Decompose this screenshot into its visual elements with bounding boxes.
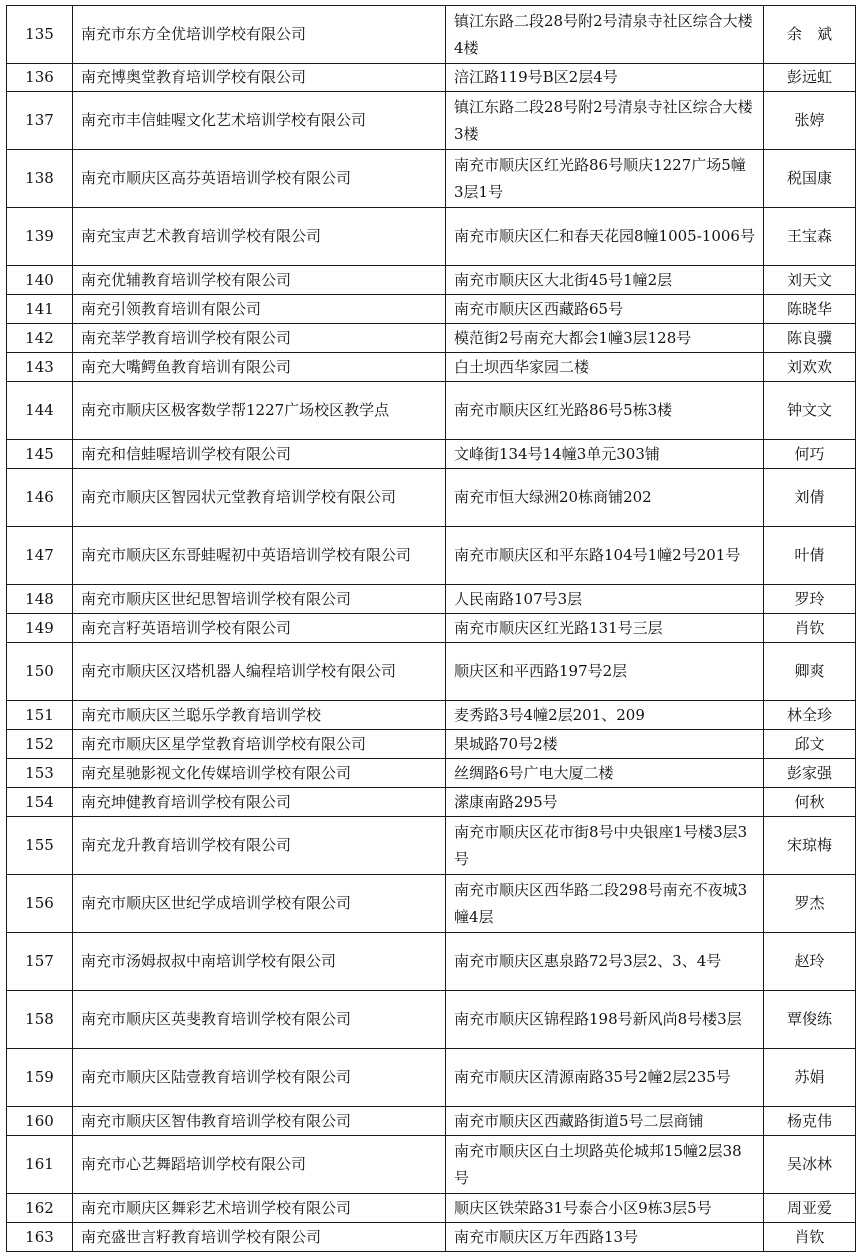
table-row [7, 266, 856, 295]
school-name: 南充星驰影视文化传媒培训学校有限公司 [73, 759, 446, 788]
contact-person: 罗杰 [764, 875, 856, 933]
row-number: 163 [7, 1223, 73, 1252]
school-address: 潆康南路295号 [446, 788, 764, 817]
school-address: 南充市顺庆区西华路二段298号南充不夜城3幢4层 [446, 875, 764, 933]
school-address: 涪江路119号B区2层4号 [446, 64, 764, 92]
contact-person: 余 斌 [764, 6, 856, 64]
contact-person: 陈晓华 [764, 295, 856, 324]
school-name: 南充市顺庆区英斐教育培训学校有限公司 [73, 991, 446, 1049]
row-number: 147 [7, 527, 73, 585]
school-address: 丝绸路6号广电大厦二楼 [446, 759, 764, 788]
contact-person: 邱文 [764, 730, 856, 759]
table-row [7, 6, 856, 64]
contact-person: 吴冰林 [764, 1136, 856, 1194]
school-address: 南充市顺庆区红光路86号5栋3楼 [446, 382, 764, 440]
school-address: 白土坝西华家园二楼 [446, 353, 764, 382]
school-name: 南充市顺庆区极客数学帮1227广场校区教学点 [73, 382, 446, 440]
school-name: 南充市顺庆区星学堂教育培训学校有限公司 [73, 730, 446, 759]
school-name: 南充市顺庆区高芬英语培训学校有限公司 [73, 150, 446, 208]
contact-person: 杨克伟 [764, 1107, 856, 1136]
contact-person: 宋琼梅 [764, 817, 856, 875]
school-address: 镇江东路二段28号附2号清泉寺社区综合大楼3楼 [446, 92, 764, 150]
school-address: 南充市顺庆区白土坝路英伦城邦15幢2层38号 [446, 1136, 764, 1194]
school-name: 南充优辅教育培训学校有限公司 [73, 266, 446, 295]
school-name: 南充市顺庆区智伟教育培训学校有限公司 [73, 1107, 446, 1136]
contact-person: 彭远虹 [764, 64, 856, 92]
row-number: 150 [7, 643, 73, 701]
school-name: 南充大嘴鳄鱼教育培训有限公司 [73, 353, 446, 382]
school-address: 南充市顺庆区西藏路65号 [446, 295, 764, 324]
school-address: 人民南路107号3层 [446, 585, 764, 614]
row-number: 161 [7, 1136, 73, 1194]
contact-person: 刘天文 [764, 266, 856, 295]
row-number: 139 [7, 208, 73, 266]
contact-person: 刘倩 [764, 469, 856, 527]
school-name: 南充市顺庆区世纪思智培训学校有限公司 [73, 585, 446, 614]
table-row [7, 614, 856, 643]
school-address: 南充市顺庆区仁和春天花园8幢1005-1006号 [446, 208, 764, 266]
row-number: 143 [7, 353, 73, 382]
table-row [7, 991, 856, 1049]
table-row [7, 817, 856, 875]
school-address: 南充市顺庆区清源南路35号2幢2层235号 [446, 1049, 764, 1107]
contact-person: 何秋 [764, 788, 856, 817]
school-address: 麦秀路3号4幢2层201、209 [446, 701, 764, 730]
school-name: 南充市顺庆区汉塔机器人编程培训学校有限公司 [73, 643, 446, 701]
table-row [7, 150, 856, 208]
row-number: 149 [7, 614, 73, 643]
row-number: 159 [7, 1049, 73, 1107]
school-registry-table [6, 5, 855, 1252]
school-name: 南充和信蛙喔培训学校有限公司 [73, 440, 446, 469]
school-name: 南充市顺庆区兰聪乐学教育培训学校 [73, 701, 446, 730]
school-name: 南充坤健教育培训学校有限公司 [73, 788, 446, 817]
row-number: 157 [7, 933, 73, 991]
table-row [7, 382, 856, 440]
school-address: 南充市恒大绿洲20栋商铺202 [446, 469, 764, 527]
table-row [7, 440, 856, 469]
table-row [7, 875, 856, 933]
contact-person: 罗玲 [764, 585, 856, 614]
school-name: 南充博奥堂教育培训学校有限公司 [73, 64, 446, 92]
row-number: 160 [7, 1107, 73, 1136]
school-name: 南充市顺庆区世纪学成培训学校有限公司 [73, 875, 446, 933]
school-name: 南充盛世言籽教育培训学校有限公司 [73, 1223, 446, 1252]
school-name: 南充市心艺舞蹈培训学校有限公司 [73, 1136, 446, 1194]
school-name: 南充市顺庆区舞彩艺术培训学校有限公司 [73, 1194, 446, 1223]
school-address: 南充市顺庆区万年西路13号 [446, 1223, 764, 1252]
table-row [7, 1136, 856, 1194]
row-number: 144 [7, 382, 73, 440]
row-number: 148 [7, 585, 73, 614]
school-address: 南充市顺庆区和平东路104号1幢2号201号 [446, 527, 764, 585]
school-address: 南充市顺庆区锦程路198号新风尚8号楼3层 [446, 991, 764, 1049]
table-row [7, 730, 856, 759]
contact-person: 赵玲 [764, 933, 856, 991]
row-number: 140 [7, 266, 73, 295]
school-name: 南充市汤姆叔叔中南培训学校有限公司 [73, 933, 446, 991]
school-name: 南充言籽英语培训学校有限公司 [73, 614, 446, 643]
contact-person: 陈良骥 [764, 324, 856, 353]
school-address: 南充市顺庆区花市街8号中央银座1号楼3层3号 [446, 817, 764, 875]
row-number: 135 [7, 6, 73, 64]
table-row [7, 759, 856, 788]
school-address: 南充市顺庆区大北街45号1幢2层 [446, 266, 764, 295]
row-number: 162 [7, 1194, 73, 1223]
contact-person: 王宝森 [764, 208, 856, 266]
contact-person: 彭家强 [764, 759, 856, 788]
school-address: 南充市顺庆区红光路86号顺庆1227广场5幢3层1号 [446, 150, 764, 208]
school-name: 南充市顺庆区东哥蛙喔初中英语培训学校有限公司 [73, 527, 446, 585]
table-row [7, 64, 856, 92]
row-number: 156 [7, 875, 73, 933]
school-address: 文峰街134号14幢3单元303铺 [446, 440, 764, 469]
contact-person: 刘欢欢 [764, 353, 856, 382]
contact-person: 覃俊练 [764, 991, 856, 1049]
table-row [7, 1223, 856, 1252]
contact-person: 肖钦 [764, 614, 856, 643]
school-address: 南充市顺庆区红光路131号三层 [446, 614, 764, 643]
row-number: 151 [7, 701, 73, 730]
row-number: 146 [7, 469, 73, 527]
table-row [7, 701, 856, 730]
contact-person: 苏娟 [764, 1049, 856, 1107]
table-row [7, 208, 856, 266]
contact-person: 张婷 [764, 92, 856, 150]
table-row [7, 1049, 856, 1107]
school-address: 顺庆区和平西路197号2层 [446, 643, 764, 701]
registry-table [6, 5, 856, 1252]
contact-person: 钟文文 [764, 382, 856, 440]
table-row [7, 933, 856, 991]
school-name: 南充市东方全优培训学校有限公司 [73, 6, 446, 64]
row-number: 145 [7, 440, 73, 469]
row-number: 136 [7, 64, 73, 92]
school-name: 南充市顺庆区智园状元堂教育培训学校有限公司 [73, 469, 446, 527]
school-address: 模范街2号南充大都会1幢3层128号 [446, 324, 764, 353]
school-name: 南充市丰信蛙喔文化艺术培训学校有限公司 [73, 92, 446, 150]
school-address: 南充市顺庆区惠泉路72号3层2、3、4号 [446, 933, 764, 991]
table-row [7, 527, 856, 585]
contact-person: 林全珍 [764, 701, 856, 730]
table-row [7, 92, 856, 150]
table-row [7, 643, 856, 701]
school-name: 南充市顺庆区陆壹教育培训学校有限公司 [73, 1049, 446, 1107]
school-address: 顺庆区铁荣路31号泰合小区9栋3层5号 [446, 1194, 764, 1223]
table-row [7, 324, 856, 353]
row-number: 141 [7, 295, 73, 324]
row-number: 142 [7, 324, 73, 353]
school-name: 南充引领教育培训有限公司 [73, 295, 446, 324]
contact-person: 卿爽 [764, 643, 856, 701]
contact-person: 叶倩 [764, 527, 856, 585]
school-address: 南充市顺庆区西藏路街道5号二层商铺 [446, 1107, 764, 1136]
school-name: 南充龙升教育培训学校有限公司 [73, 817, 446, 875]
school-address: 果城路70号2楼 [446, 730, 764, 759]
table-body [7, 6, 856, 1252]
row-number: 155 [7, 817, 73, 875]
school-address: 镇江东路二段28号附2号清泉寺社区综合大楼4楼 [446, 6, 764, 64]
table-row [7, 1194, 856, 1223]
table-row [7, 585, 856, 614]
row-number: 137 [7, 92, 73, 150]
table-row [7, 788, 856, 817]
school-name: 南充莘学教育培训学校有限公司 [73, 324, 446, 353]
row-number: 152 [7, 730, 73, 759]
contact-person: 何巧 [764, 440, 856, 469]
row-number: 138 [7, 150, 73, 208]
row-number: 153 [7, 759, 73, 788]
table-row [7, 469, 856, 527]
school-name: 南充宝声艺术教育培训学校有限公司 [73, 208, 446, 266]
table-row [7, 353, 856, 382]
row-number: 158 [7, 991, 73, 1049]
row-number: 154 [7, 788, 73, 817]
table-row [7, 295, 856, 324]
table-row [7, 1107, 856, 1136]
contact-person: 周亚爱 [764, 1194, 856, 1223]
contact-person: 肖钦 [764, 1223, 856, 1252]
contact-person: 税国康 [764, 150, 856, 208]
